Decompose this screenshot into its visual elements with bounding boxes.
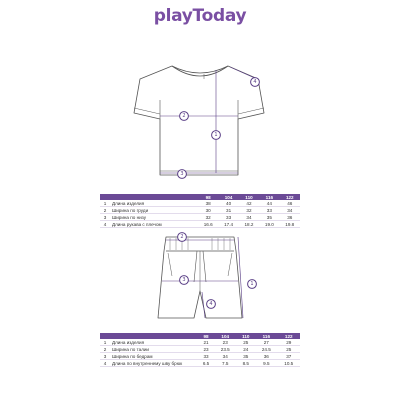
- table-cell: 44: [259, 200, 279, 207]
- shorts-marker-2: [178, 233, 187, 242]
- table-cell: 23.5: [214, 346, 236, 353]
- table-row: [100, 346, 300, 353]
- table-cell: 9.5: [255, 360, 277, 367]
- table-cell: 16.6: [198, 221, 218, 228]
- size-header: 122: [278, 333, 300, 339]
- svg-text:2: 2: [180, 234, 184, 240]
- table-cell: 29: [278, 339, 300, 346]
- row-number: 1: [100, 339, 110, 346]
- shorts-marker-4: [207, 300, 216, 309]
- row-number: 4: [100, 221, 110, 228]
- table-cell: 19.8: [280, 221, 300, 228]
- table-cell: 31: [218, 207, 238, 214]
- svg-text:4: 4: [253, 79, 257, 85]
- size-header: 116: [255, 333, 277, 339]
- table-cell: 32: [239, 207, 259, 214]
- svg-text:1: 1: [250, 281, 254, 287]
- table-cell: 24: [236, 346, 255, 353]
- svg-text:1: 1: [214, 132, 218, 138]
- row-label: Ширина по груди: [110, 207, 198, 214]
- table-cell: 36: [255, 353, 277, 360]
- table-cell: 10.5: [278, 360, 300, 367]
- table-cell: 17.4: [218, 221, 238, 228]
- size-header: 110: [236, 333, 255, 339]
- tshirt-drawing: [134, 66, 264, 175]
- svg-text:4: 4: [209, 301, 213, 307]
- table-cell: 34: [214, 353, 236, 360]
- row-number: 2: [100, 207, 110, 214]
- tshirt-marker-4: [251, 78, 260, 87]
- size-header: 110: [239, 194, 259, 200]
- row-number: 3: [100, 214, 110, 221]
- svg-text:3: 3: [182, 277, 186, 283]
- row-label: Длина рукава с плечом: [110, 221, 198, 228]
- table-cell: 23: [198, 346, 214, 353]
- table-cell: 30: [198, 207, 218, 214]
- row-number: 3: [100, 353, 110, 360]
- size-header: 98: [198, 333, 214, 339]
- row-label: Длина изделия: [110, 200, 198, 207]
- table-cell: 33: [259, 207, 279, 214]
- row-label: Ширина по бедрам: [110, 353, 198, 360]
- size-header: 122: [280, 194, 300, 200]
- table-cell: 23: [214, 339, 236, 346]
- table-cell: 19.0: [259, 221, 279, 228]
- table-cell: 35: [236, 353, 255, 360]
- table-cell: 33: [218, 214, 238, 221]
- table-cell: 32: [198, 214, 218, 221]
- table-row: [100, 221, 300, 228]
- shorts-marker-3: [180, 276, 189, 285]
- table-cell: 33: [198, 353, 214, 360]
- table-cell: 6.5: [198, 360, 214, 367]
- row-number: 4: [100, 360, 110, 367]
- table-cell: 38: [198, 200, 218, 207]
- table-row: [100, 207, 300, 214]
- size-header: 104: [218, 194, 238, 200]
- tshirt-marker-2: [180, 112, 189, 121]
- table-cell: 8.5: [236, 360, 255, 367]
- table-cell: 34: [280, 207, 300, 214]
- size-header: 116: [259, 194, 279, 200]
- tshirt-marker-1: [212, 131, 221, 140]
- tshirt-marker-3: [178, 170, 187, 179]
- brand-logo: playToday: [153, 6, 247, 26]
- shorts-marker-1: [248, 280, 257, 289]
- tshirt-size-table: [100, 194, 300, 228]
- row-number: 2: [100, 346, 110, 353]
- table-row: [100, 360, 300, 367]
- row-label: Ширина по талии: [110, 346, 198, 353]
- table-cell: 25: [236, 339, 255, 346]
- svg-text:3: 3: [180, 171, 184, 177]
- size-header: 98: [198, 194, 218, 200]
- table-cell: 40: [218, 200, 238, 207]
- row-number: 1: [100, 200, 110, 207]
- size-header: 104: [214, 333, 236, 339]
- table-cell: 36: [280, 214, 300, 221]
- table-cell: 46: [280, 200, 300, 207]
- table-row: [100, 214, 300, 221]
- table-cell: 25: [278, 346, 300, 353]
- shorts-drawing: [158, 237, 242, 318]
- table-cell: 34: [239, 214, 259, 221]
- table-cell: 35: [259, 214, 279, 221]
- table-cell: 21: [198, 339, 214, 346]
- table-cell: 37: [278, 353, 300, 360]
- svg-text:2: 2: [182, 113, 186, 119]
- row-label: Ширина по низу: [110, 214, 198, 221]
- table-cell: 24.5: [255, 346, 277, 353]
- row-label: Длина по внутреннему шву брюк: [110, 360, 198, 367]
- table-cell: 27: [255, 339, 277, 346]
- table-cell: 7.5: [214, 360, 236, 367]
- table-cell: 42: [239, 200, 259, 207]
- row-label: Длина изделия: [110, 339, 198, 346]
- table-cell: 18.2: [239, 221, 259, 228]
- shorts-size-table: [100, 333, 300, 367]
- table-row: [100, 353, 300, 360]
